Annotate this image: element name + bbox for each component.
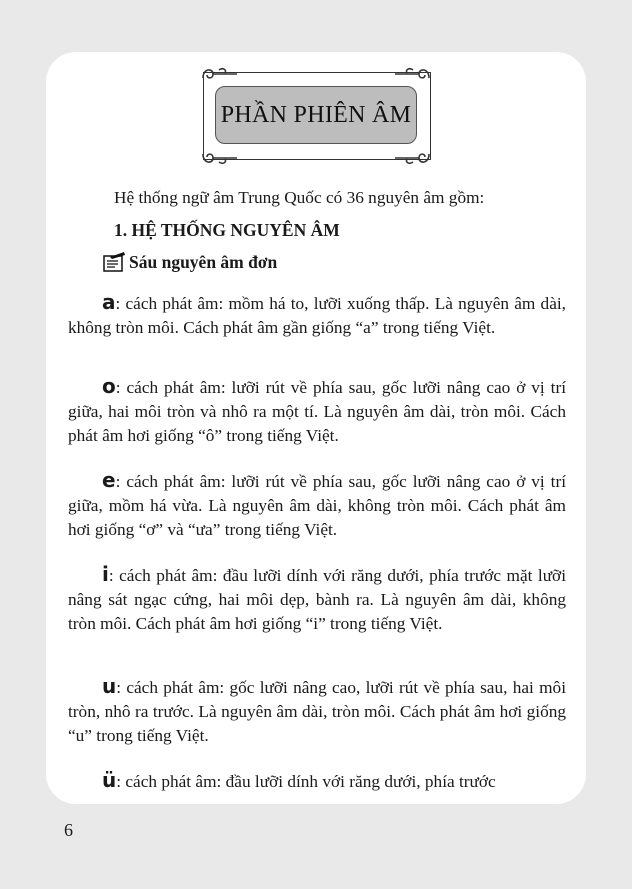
ornament-bottom-right-icon	[393, 146, 433, 168]
vowel-letter: ü	[102, 768, 117, 792]
vowel-letter: o	[102, 374, 116, 398]
notebook-icon	[102, 251, 126, 273]
section-title-frame	[199, 64, 433, 168]
vowel-u-umlaut-paragraph	[68, 768, 566, 794]
vowel-description: : cách phát âm: đầu lưỡi dính với răng dưới, phía trước	[116, 772, 496, 791]
vowel-e-paragraph	[68, 468, 566, 542]
vowel-letter: e	[102, 468, 116, 492]
vowel-u-paragraph	[68, 674, 566, 748]
vowel-description: : cách phát âm: đầu lưỡi dính với răng dưới, phía trước mặt lưỡi nâng sát ngạc cứng, hai môi dẹp, bành ra. Là nguyên âm dài, không tròn môi. Cách phát âm hơi giống “i” trong tiếng Việt.	[68, 566, 566, 633]
vowel-description: : cách phát âm: lưỡi rút về phía sau, gốc lưỡi nâng cao ở vị trí giữa, hai môi tròn và nhô ra một tí. Là nguyên âm dài, tròn môi. Cách phát âm hơi giống “ô” trong tiếng Việt.	[68, 378, 566, 445]
vowel-letter: u	[102, 674, 117, 698]
vowel-letter: a	[102, 290, 116, 314]
vowel-letter: i	[102, 562, 109, 586]
vowel-i-paragraph	[68, 562, 566, 636]
ornament-top-right-icon	[393, 64, 433, 86]
page-number: 6	[64, 820, 73, 840]
vowel-a-paragraph	[68, 290, 566, 340]
section-title: PHẦN PHIÊN ÂM	[215, 86, 417, 144]
vowel-description: : cách phát âm: gốc lưỡi nâng cao, lưỡi rút về phía sau, hai môi tròn, nhô ra trước. Là nguyên âm dài, tròn môi. Cách phát âm hơi giống “u” trong tiếng Việt.	[68, 678, 566, 745]
section-heading: 1. HỆ THỐNG NGUYÊN ÂM	[114, 220, 340, 240]
intro-text: Hệ thống ngữ âm Trung Quốc có 36 nguyên âm gồm:	[114, 188, 485, 207]
content-card	[46, 52, 586, 804]
subheading	[102, 251, 277, 273]
vowel-description: : cách phát âm: lưỡi rút về phía sau, gốc lưỡi nâng cao ở vị trí giữa, mồm há vừa. Là nguyên âm dài, không tròn môi. Cách phát âm hơi giống “ơ” và “ưa” trong tiếng Việt.	[68, 472, 566, 539]
subheading-text: Sáu nguyên âm đơn	[129, 251, 278, 272]
vowel-description: : cách phát âm: mồm há to, lưỡi xuống thấp. Là nguyên âm dài, không tròn môi. Cách phát âm gần giống “a” trong tiếng Việt.	[68, 294, 566, 337]
ornament-top-left-icon	[199, 64, 239, 86]
ornament-bottom-left-icon	[199, 146, 239, 168]
vowel-o-paragraph	[68, 374, 566, 448]
